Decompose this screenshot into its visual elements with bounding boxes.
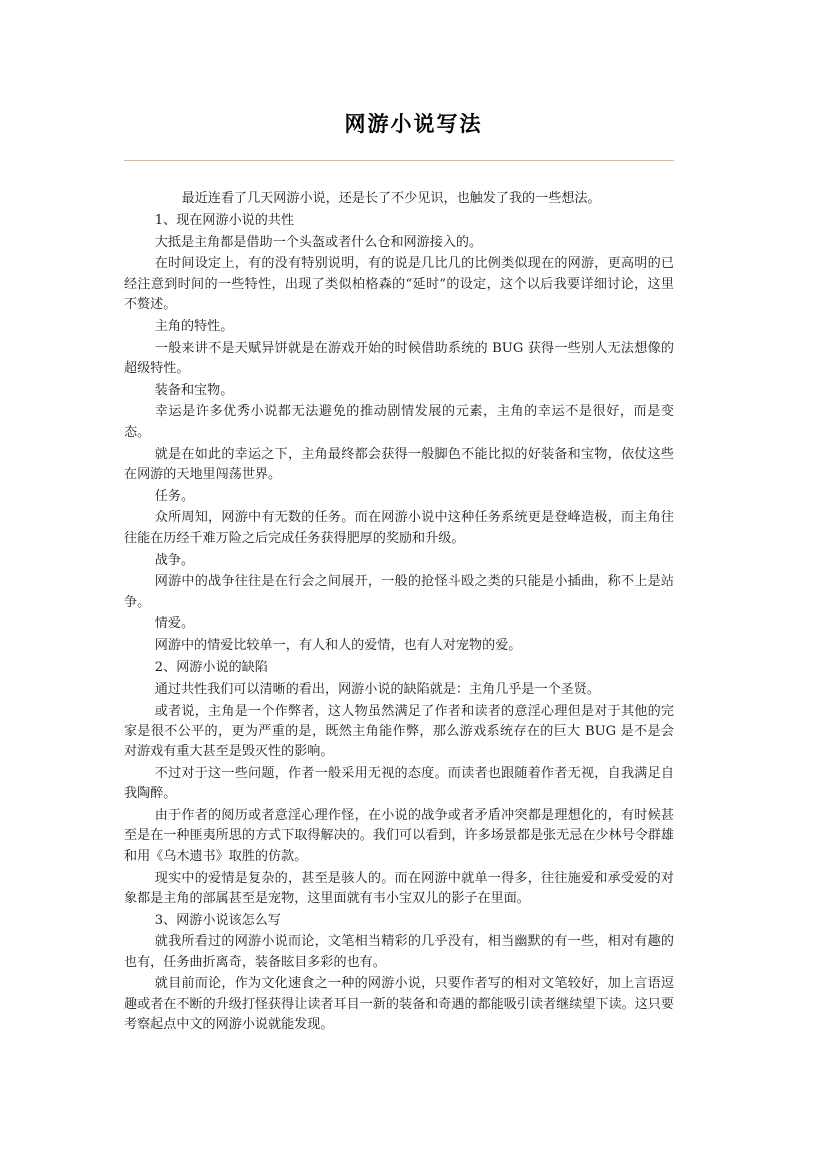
title-divider [124, 160, 674, 161]
paragraph: 众所周知，网游中有无数的任务。而在网游小说中这种任务系统更是登峰造极，而主角往往能在历经千难万险之后完成任务获得肥厚的奖励和升级。 [124, 510, 674, 546]
paragraph: 现实中的爱情是复杂的，甚至是骇人的。而在网游中就单一得多，往往施爱和承受爱的对象都是主角的部属甚至是宠物，这里面就有韦小宝双儿的影子在里面。 [124, 870, 674, 906]
paragraph: 幸运是许多优秀小说都无法避免的推动剧情发展的元素，主角的幸运不是很好，而是变态。 [124, 404, 674, 440]
article-body [124, 189, 674, 1037]
paragraph: 由于作者的阅历或者意淫心理作怪，在小说的战争或者矛盾冲突都是理想化的，有时候甚至是在一种匪夷所思的方式下取得解决的。我们可以看到，许多场景都是张无忌在少林号令群雄和用《乌木遗书》取胜的仿款。 [124, 808, 674, 864]
paragraph: 就是在如此的幸运之下，主角最终都会获得一般脚色不能比拟的好装备和宝物，依仗这些在网游的天地里闯荡世界。 [124, 446, 674, 482]
subheading: 情爱。 [154, 616, 195, 632]
paragraph: 网游中的情爱比较单一，有人和人的爱情，也有人对宠物的爱。 [154, 638, 522, 654]
subheading: 任务。 [154, 488, 195, 504]
section-heading-2: 2、网游小说的缺陷 [154, 660, 268, 676]
section-heading-3: 3、网游小说该怎么写 [154, 912, 281, 928]
subheading: 主角的特性。 [154, 318, 234, 334]
subheading: 装备和宝物。 [154, 382, 234, 398]
page-title: 网游小说写法 [344, 112, 483, 136]
paragraph: 不过对于这一些问题，作者一般采用无视的态度。而读者也跟随着作者无视，自我满足自我陶醉。 [124, 766, 674, 802]
paragraph: 大抵是主角都是借助一个头盔或者什么仓和网游接入的。 [154, 234, 483, 250]
paragraph: 一般来讲不是天赋异饼就是在游戏开始的时候借助系统的 BUG 获得一些别人无法想像的超级特性。 [124, 340, 674, 376]
paragraph-intro: 最近连看了几天网游小说，还是长了不少见识，也触发了我的一些想法。 [181, 191, 601, 206]
subheading: 战争。 [154, 552, 195, 568]
paragraph: 通过共性我们可以清晰的看出，网游小说的缺陷就是：主角几乎是一个圣贤。 [154, 681, 600, 697]
paragraph: 就我所看过的网游小说而论，文笔相当精彩的几乎没有，相当幽默的有一些，相对有趣的也有，任务曲折离奇，装备眩目多彩的也有。 [124, 934, 674, 970]
paragraph: 或者说，主角是一个作弊者，这人物虽然满足了作者和读者的意淫心理但是对于其他的完家是很不公平的，更为严重的是，既然主角能作弊，那么游戏系统存在的巨大 BUG 是不是会对游戏有重大甚至是毁灭性的影响。 [124, 703, 674, 760]
paragraph: 在时间设定上，有的没有特别说明，有的说是几比几的比例类似现在的网游，更高明的已经注意到时间的一些特性，出现了类似柏格森的“延时”的设定，这个以后我要详细讨论，这里不赘述。 [124, 256, 674, 312]
paragraph: 就目前而论，作为文化速食之一种的网游小说，只要作者写的相对文笔较好，加上言语逗趣或者在不断的升级打怪获得让读者耳目一新的装备和奇遇的都能吸引读者继续望下读。这只要考察起点中文的网游小说就能发现。 [124, 976, 674, 1033]
paragraph: 网游中的战争往往是在行会之间展开，一般的抢怪斗殴之类的只能是小插曲，称不上是站争。 [124, 574, 674, 610]
section-heading-1: 1、现在网游小说的共性 [154, 212, 295, 228]
